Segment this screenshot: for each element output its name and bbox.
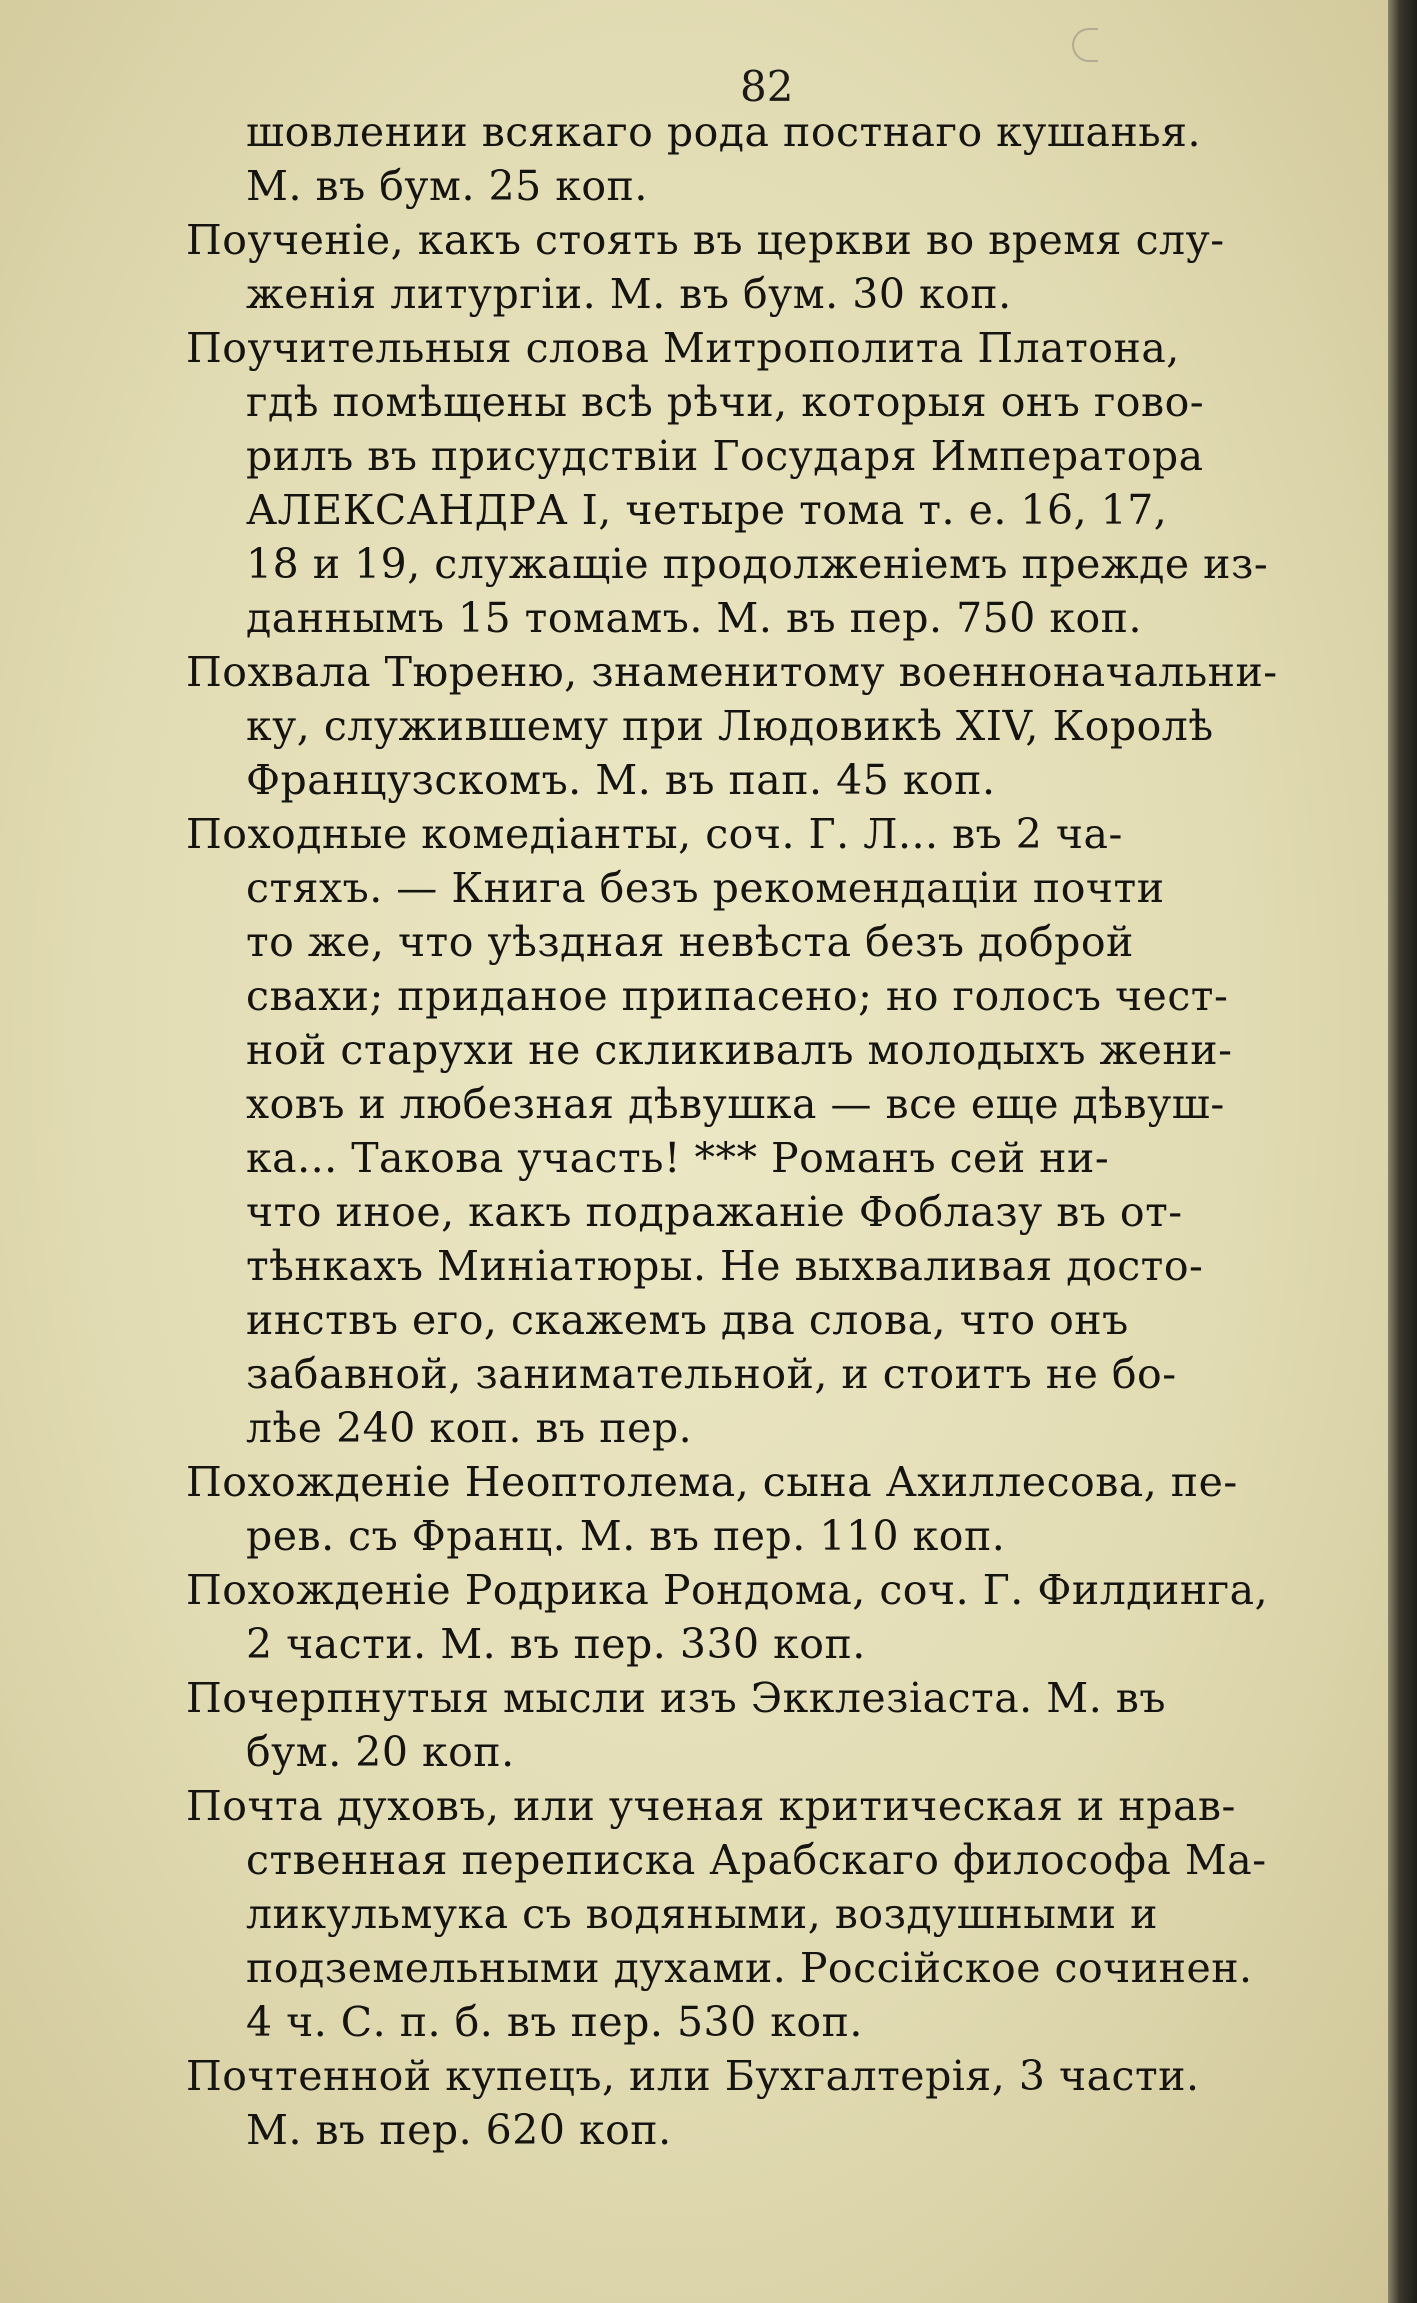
catalog-entry: Похвала Тюреню, знаменитому военноначальни- ку, служившему при Людовикѣ XIV, Королѣ Французскомъ. М. въ пап. 45 коп.: [186, 648, 1278, 804]
catalog-entry: Почерпнутыя мысли изъ Экклезіаста. М. въ бум. 20 коп.: [186, 1674, 1166, 1776]
catalog-entry: Похожденіе Родрика Рондома, соч. Г. Филдинга, 2 части. М. въ пер. 330 коп.: [186, 1566, 1269, 1668]
catalog-entry: шовлении всякаго рода постнаго кушанья. М. въ бум. 25 коп.: [246, 108, 1202, 210]
catalog-entry: Почтенной купецъ, или Бухгалтерія, 3 части. М. въ пер. 620 коп.: [186, 2052, 1200, 2154]
pencil-mark: [1072, 28, 1098, 62]
catalog-entry: Походные комедіанты, соч. Г. Л... въ 2 ча- стяхъ. — Книга безъ рекомендаціи почти то же, что уѣздная невѣста безъ доброй свахи; приданое припасено; но голосъ чест- ной старухи не скликивалъ молодыхъ жени- ховъ и любезная дѣвушка — все еще дѣвуш- ка... Такова участь! *** Романъ сей ни- что иное, какъ подражаніе Фоблазу въ от- тѣнкахъ Миніатюры. Не выхваливая досто- инствъ его, скажемъ два слова, что онъ забавной, занимательной, и стоитъ не бо- лѣе 240 коп. въ пер.: [186, 810, 1233, 1452]
catalog-entry: Похожденіе Неоптолема, сына Ахиллесова, пе- рев. съ Франц. М. въ пер. 110 коп.: [186, 1458, 1238, 1560]
page-number: 82: [740, 62, 794, 111]
catalog-entry: Поученіе, какъ стоять въ церкви во время слу- женія литургіи. М. въ бум. 30 коп.: [186, 216, 1225, 318]
book-gutter: [1388, 0, 1417, 2303]
catalog-entry: Поучительныя слова Митрополита Платона, гдѣ помѣщены всѣ рѣчи, которыя онъ гово- рилъ въ присудствіи Государя Императора АЛЕКСАНДРА I, четыре тома т. е. 16, 17, 18 и 19, служащіе продолженіемъ прежде из- даннымъ 15 томамъ. М. въ пер. 750 коп.: [186, 324, 1269, 642]
catalog-entries: [186, 105, 1358, 2157]
catalog-entry: Почта духовъ, или ученая критическая и нрав- ственная переписка Арабскаго философа Ма- ликульмука съ водяными, воздушными и подземельными духами. Россійское сочинен. 4 ч. С. п. б. въ пер. 530 коп.: [186, 1782, 1267, 2046]
